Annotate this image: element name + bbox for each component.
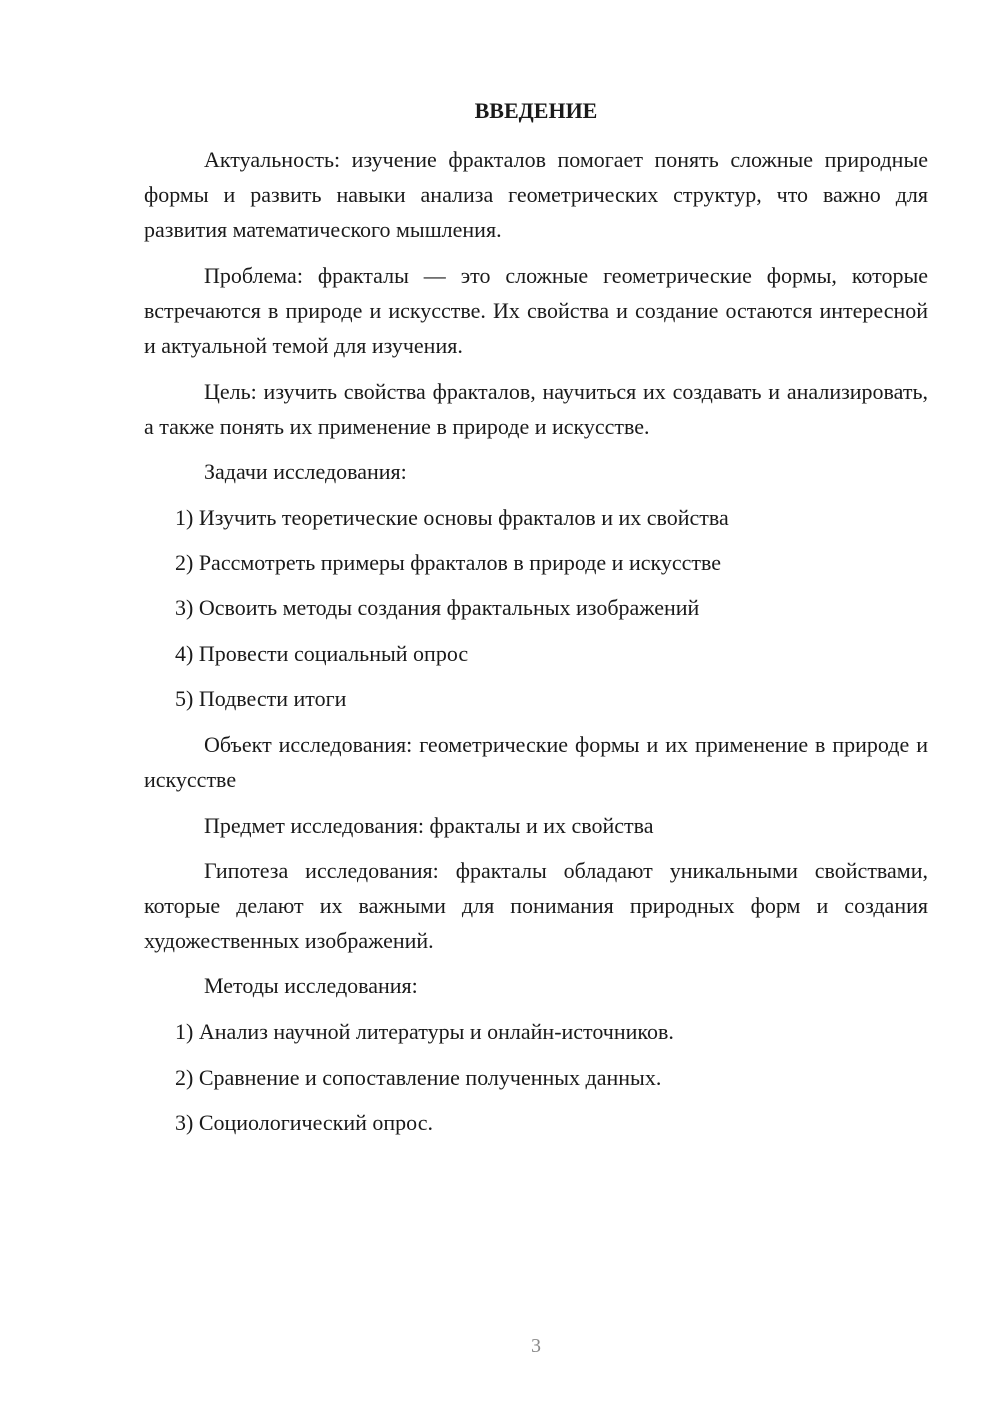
methods-title: Методы исследования: — [204, 973, 418, 998]
method-item: 2) Сравнение и сопоставление полученных данных. — [175, 1065, 662, 1090]
task-item: 4) Провести социальный опрос — [175, 641, 469, 666]
document-page — [144, 0, 928, 1414]
task-item: 1) Изучить теоретические основы фракталов и их свойства — [175, 505, 729, 530]
problem-paragraph: Проблема: фракталы — это сложные геометрические формы, которые встречаются в природе и искусстве. Их свойства и создание остаются интересной и актуальной темой для изучения. — [144, 263, 928, 358]
object-paragraph: Объект исследования: геометрические формы и их применение в природе и искусстве — [144, 732, 928, 792]
method-item: 3) Социологический опрос. — [175, 1110, 433, 1135]
task-item: 2) Рассмотреть примеры фракталов в природе и искусстве — [175, 550, 722, 575]
page-number: 3 — [531, 1335, 541, 1357]
hypothesis-paragraph: Гипотеза исследования: фракталы обладают уникальными свойствами, которые делают их важными для понимания природных форм и создания художественных изображений. — [144, 858, 928, 953]
method-item: 1) Анализ научной литературы и онлайн-источников. — [175, 1019, 674, 1044]
section-heading: ВВЕДЕНИЕ — [474, 98, 598, 123]
task-item: 3) Освоить методы создания фрактальных изображений — [175, 595, 700, 620]
task-item: 5) Подвести итоги — [175, 686, 347, 711]
relevance-paragraph: Актуальность: изучение фракталов помогает понять сложные природные формы и развить навыки анализа геометрических структур, что важно для развития математического мышления. — [144, 147, 928, 242]
subject-paragraph: Предмет исследования: фракталы и их свойства — [204, 813, 654, 838]
tasks-title: Задачи исследования: — [204, 459, 407, 484]
goal-paragraph: Цель: изучить свойства фракталов, научиться их создавать и анализировать, а также понять их применение в природе и искусстве. — [144, 379, 928, 439]
